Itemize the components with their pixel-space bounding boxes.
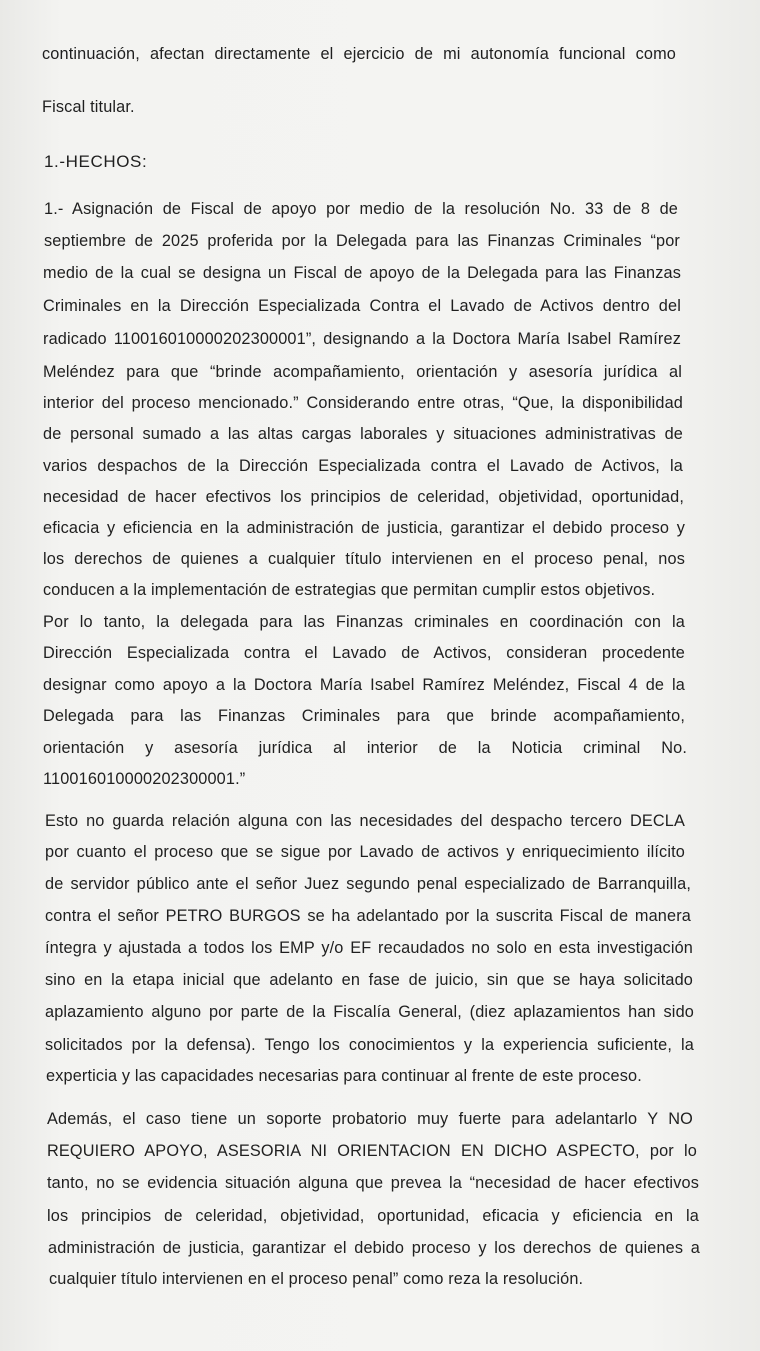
paragraph-line: Meléndez para que “brinde acompañamiento, orientación y asesoría jurídica al <box>43 363 682 381</box>
paragraph-line: Por lo tanto, la delegada para las Finanzas criminales en coordinación con la <box>43 613 685 631</box>
paragraph-line: íntegra y ajustada a todos los EMP y/o EF recaudados no solo en esta investigación <box>45 939 693 957</box>
paragraph-line: los principios de celeridad, objetividad, oportunidad, eficacia y eficiencia en la <box>47 1207 699 1225</box>
paragraph-line: administración de justicia, garantizar el debido proceso y los derechos de quienes a <box>48 1239 700 1257</box>
paragraph-line: sino en la etapa inicial que adelanto en fase de juicio, sin que se haya solicitado <box>45 971 693 989</box>
paragraph-line: Delegada para las Finanzas Criminales para que brinde acompañamiento, <box>43 707 685 725</box>
intro-line: Fiscal titular. <box>42 98 135 116</box>
paragraph-line: designar como apoyo a la Doctora María Isabel Ramírez Meléndez, Fiscal 4 de la <box>43 676 685 694</box>
intro-line: continuación, afectan directamente el ejercicio de mi autonomía funcional como <box>42 45 676 63</box>
paragraph-line: orientación y asesoría jurídica al interior de la Noticia criminal No. <box>43 739 687 757</box>
paragraph-line: tanto, no se evidencia situación alguna que prevea la “necesidad de hacer efectivos <box>47 1174 699 1192</box>
paragraph-line: radicado 110016010000202300001”, designando a la Doctora María Isabel Ramírez <box>43 330 681 348</box>
paragraph-line: por cuanto el proceso que se sigue por Lavado de activos y enriquecimiento ilícito <box>45 843 685 861</box>
paragraph-line: cualquier título intervienen en el proceso penal” como reza la resolución. <box>49 1270 584 1288</box>
paragraph-line: solicitados por la defensa). Tengo los conocimientos y la experiencia suficiente, la <box>45 1036 694 1054</box>
paragraph-line: REQUIERO APOYO, ASESORIA NI ORIENTACION EN DICHO ASPECTO, por lo <box>47 1142 697 1160</box>
paragraph-line: conducen a la implementación de estrategias que permitan cumplir estos objetivos. <box>43 581 656 599</box>
paragraph-line: Dirección Especializada contra el Lavado de Activos, consideran procedente <box>43 644 685 662</box>
paragraph-line: medio de la cual se designa un Fiscal de apoyo de la Delegada para las Finanzas <box>43 264 681 282</box>
paragraph-line: Esto no guarda relación alguna con las necesidades del despacho tercero DECLA <box>45 812 685 830</box>
paragraph-line: necesidad de hacer efectivos los principios de celeridad, objetividad, oportunidad, <box>43 488 684 506</box>
paragraph-line: septiembre de 2025 proferida por la Delegada para las Finanzas Criminales “por <box>44 232 680 250</box>
paragraph-line: eficacia y eficiencia en la administración de justicia, garantizar el debido proceso y <box>43 519 685 537</box>
paragraph-line: de personal sumado a las altas cargas laborales y situaciones administrativas de <box>43 425 683 443</box>
paragraph-line: de servidor público ante el señor Juez segundo penal especializado de Barranquilla, <box>45 875 691 893</box>
paragraph-line: Criminales en la Dirección Especializada Contra el Lavado de Activos dentro del <box>43 297 681 315</box>
paragraph-line: experticia y las capacidades necesarias para continuar al frente de este proceso. <box>46 1067 642 1085</box>
paragraph-line: interior del proceso mencionado.” Considerando entre otras, “Que, la disponibilidad <box>43 394 683 412</box>
paragraph-line: aplazamiento alguno por parte de la Fiscalía General, (diez aplazamientos han sido <box>45 1003 694 1021</box>
paragraph-line: contra el señor PETRO BURGOS se ha adelantado por la suscrita Fiscal de manera <box>45 907 691 925</box>
paragraph-line: los derechos de quienes a cualquier título intervienen en el proceso penal, nos <box>43 550 685 568</box>
section-heading: 1.-HECHOS: <box>44 152 148 171</box>
paragraph-line: Además, el caso tiene un soporte probatorio muy fuerte para adelantarlo Y NO <box>47 1110 693 1128</box>
paragraph-line: 1.- Asignación de Fiscal de apoyo por medio de la resolución No. 33 de 8 de <box>44 200 678 218</box>
paragraph-line: 110016010000202300001.” <box>43 770 246 788</box>
paragraph-line: varios despachos de la Dirección Especializada contra el Lavado de Activos, la <box>43 457 683 475</box>
